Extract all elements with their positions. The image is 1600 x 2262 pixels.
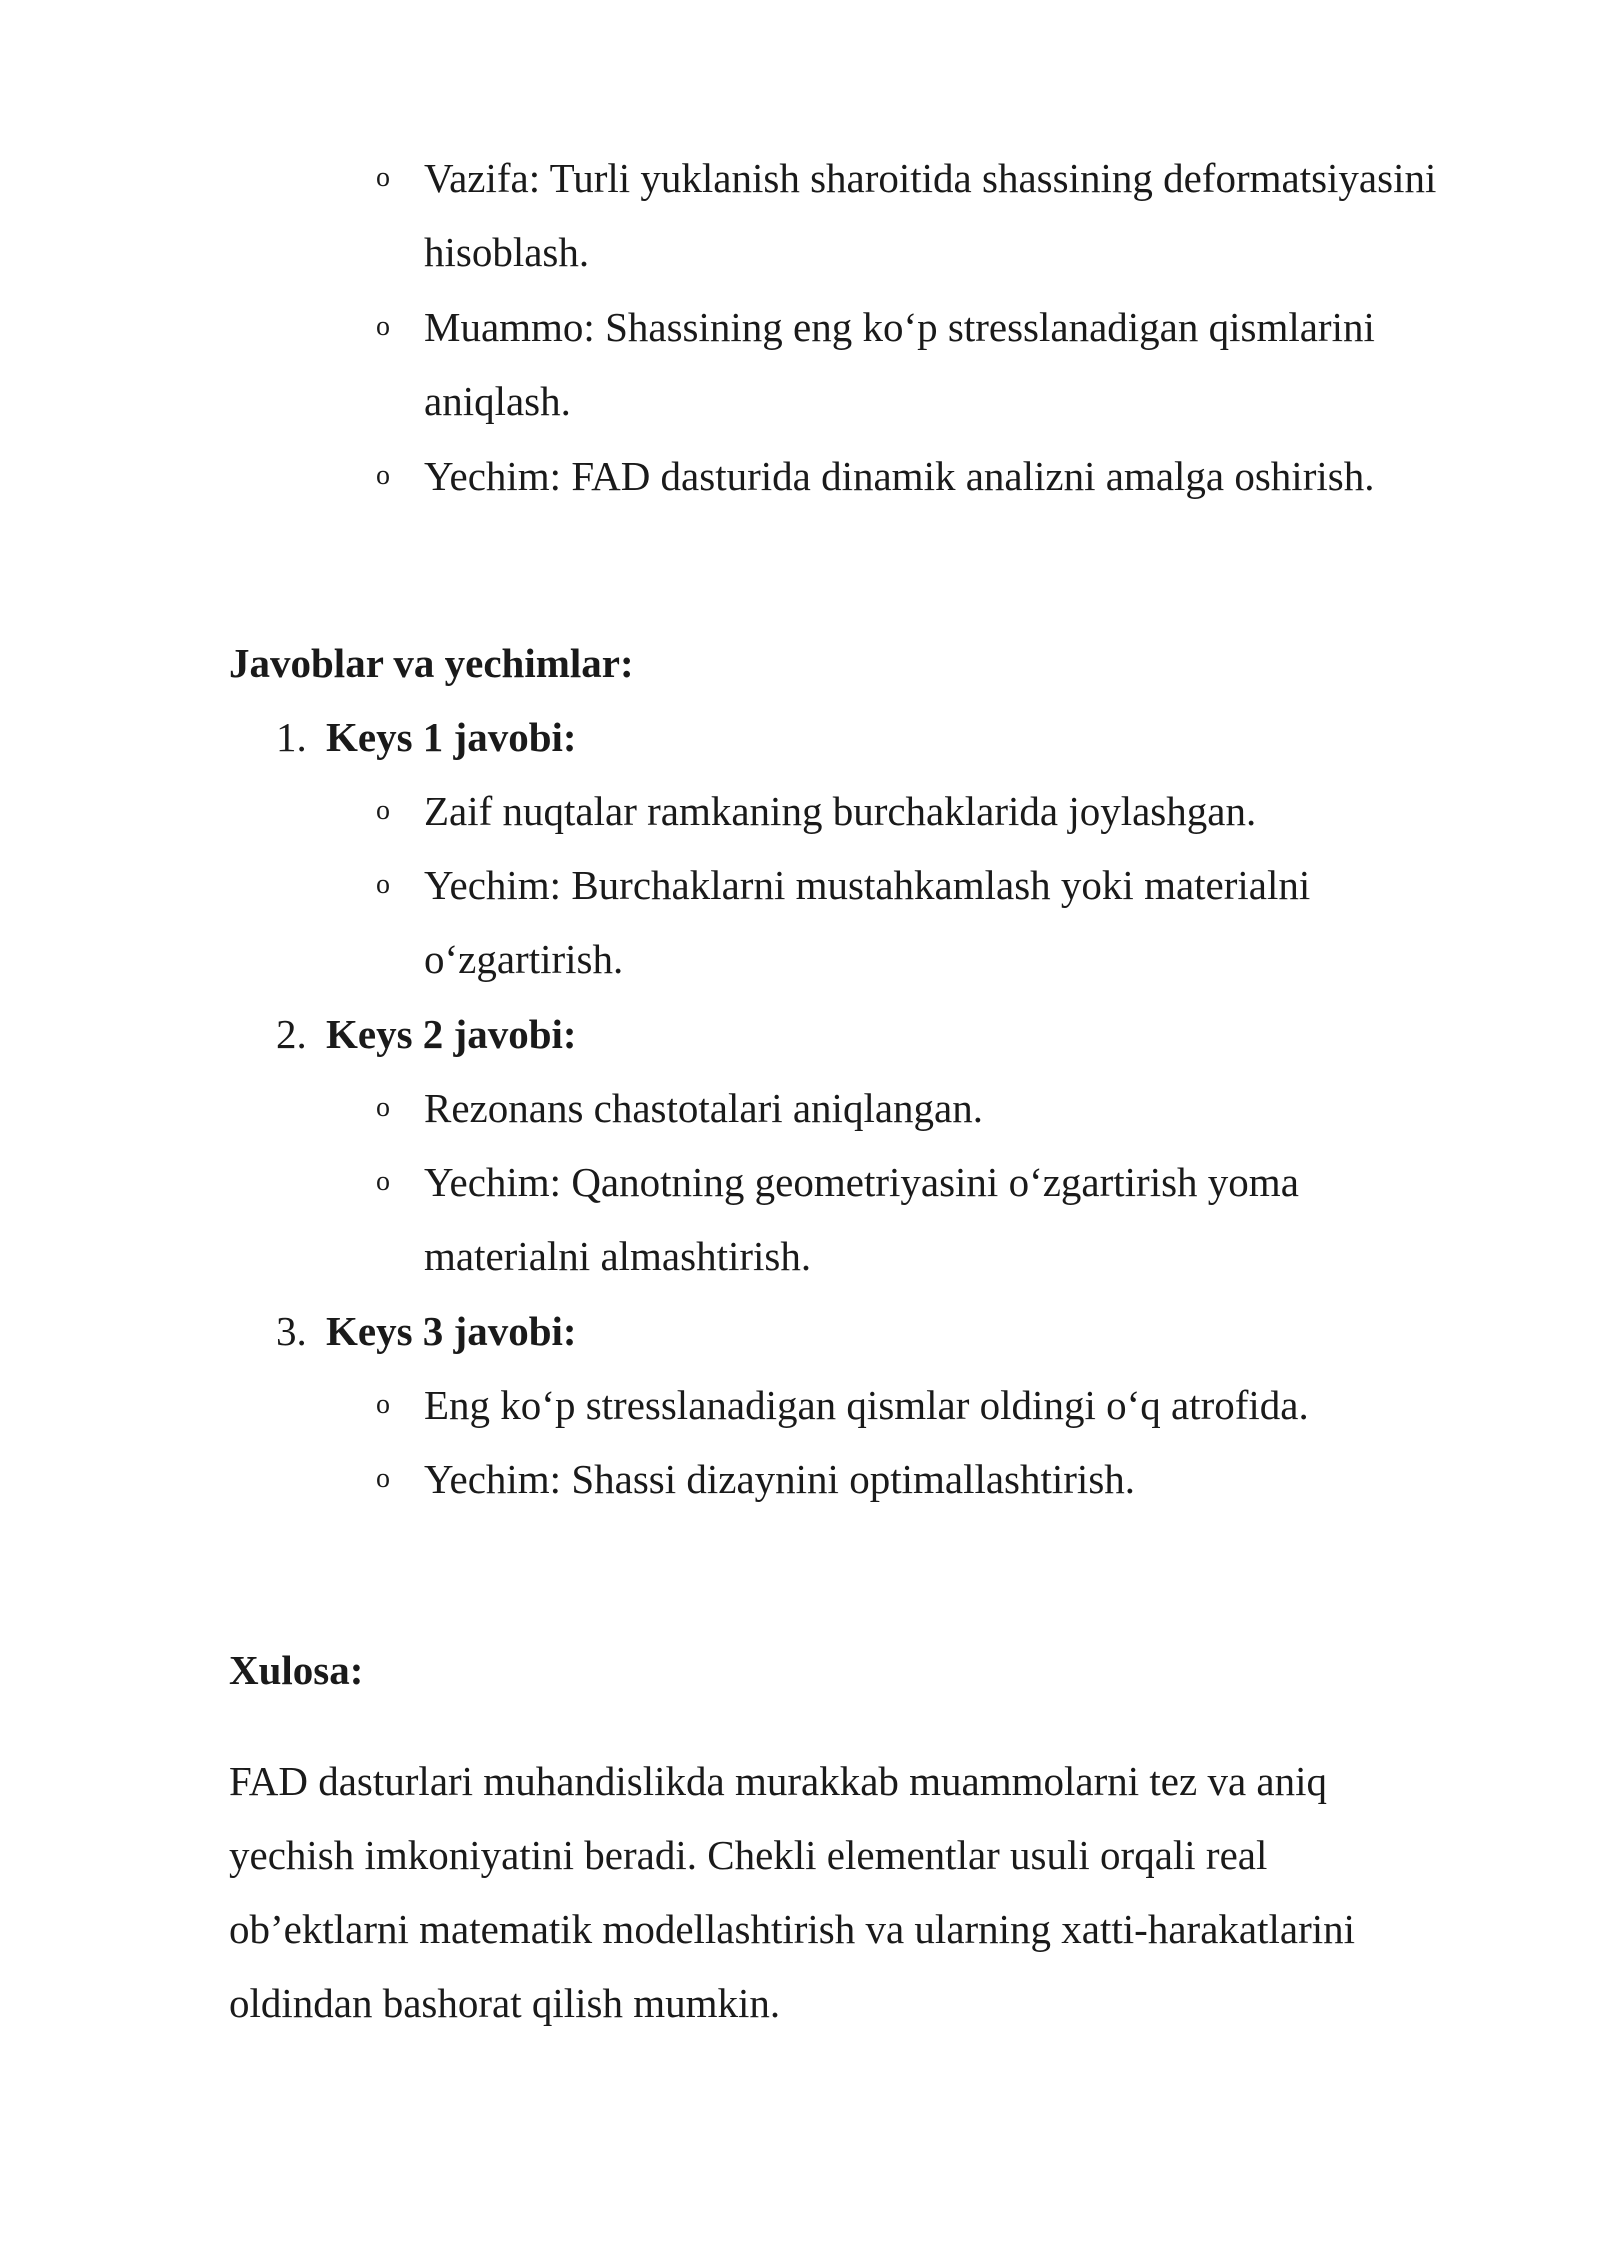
bullet-marker: o (376, 1166, 390, 1197)
list-item-text: Zaif nuqtalar ramkaning burchaklarida joylashgan. (424, 788, 1257, 834)
bullet-marker: o (376, 311, 390, 342)
bullet-marker: o (376, 1092, 390, 1123)
item-label: Keys 1 javobi: (326, 714, 577, 760)
bullet-marker: o (376, 795, 390, 826)
item-label: Keys 3 javobi: (326, 1308, 577, 1354)
item-number: 1. (276, 714, 307, 760)
list-item-text: Vazifa: Turli yuklanish sharoitida shassining deformatsiyasini hisoblash. (424, 155, 1437, 275)
section-heading-answers: Javoblar va yechimlar: (229, 640, 634, 686)
section-heading-conclusion: Xulosa: (229, 1647, 364, 1693)
numbered-item (276, 997, 1176, 1071)
bullet-marker: o (376, 162, 390, 193)
list-item-text: Rezonans chastotalari aniqlangan. (424, 1085, 983, 1131)
bullet-marker: o (376, 460, 390, 491)
bullet-marker: o (376, 869, 390, 900)
bullet-marker: o (376, 1389, 390, 1420)
list-item-text: Muammo: Shassining eng ko‘p stresslanadigan qismlarini aniqlash. (424, 304, 1375, 424)
numbered-item (276, 1294, 1176, 1368)
bullet-marker: o (376, 1463, 390, 1494)
list-item-text: Yechim: FAD dasturida dinamik analizni amalga oshirish. (424, 453, 1375, 499)
list-item-text: Yechim: Burchaklarni mustahkamlash yoki materialni o‘zgartirish. (424, 862, 1311, 982)
item-number: 2. (276, 1011, 307, 1057)
item-number: 3. (276, 1308, 307, 1354)
list-item-text: Yechim: Shassi dizaynini optimallashtirish. (424, 1456, 1136, 1502)
item-label: Keys 2 javobi: (326, 1011, 577, 1057)
list-item-text: Eng ko‘p stresslanadigan qismlar oldingi o‘q atrofida. (424, 1382, 1309, 1428)
conclusion-paragraph: FAD dasturlari muhandislikda murakkab muammolarni tez va aniq yechish imkoniyatini beradi. Chekli elementlar usuli orqali real ob’ektlarni matematik modellashtirish va ularning xatti-harakatlarini oldindan bashorat qilish mumkin. (229, 1758, 1355, 2026)
numbered-item (276, 700, 1176, 774)
list-item-text: Yechim: Qanotning geometriyasini o‘zgartirish yoma materialni almashtirish. (424, 1159, 1299, 1279)
